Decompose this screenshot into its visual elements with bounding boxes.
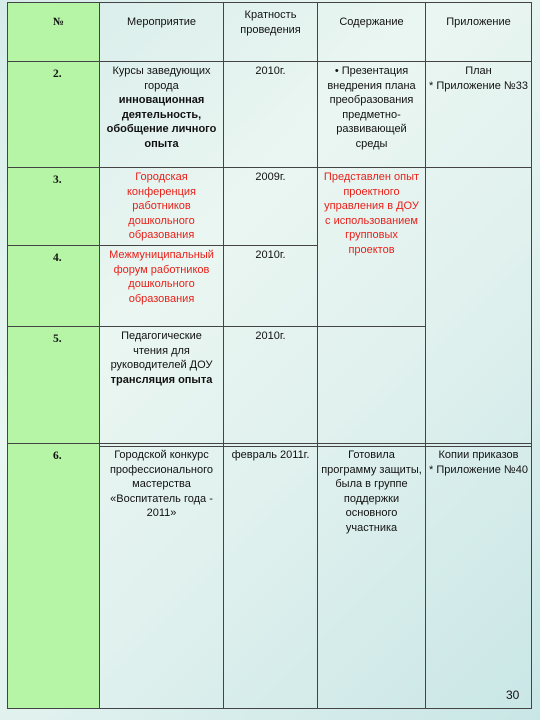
header-frequency: Кратность проведения — [224, 3, 318, 62]
row-appendix-text: Копии приказов — [438, 449, 519, 461]
row-appendix-empty — [426, 168, 532, 447]
row-event — [100, 62, 224, 168]
events-table-continued — [7, 443, 532, 709]
row-event — [100, 327, 224, 447]
row-number: 4. — [8, 246, 100, 327]
events-table — [7, 2, 532, 447]
row-number: 5. — [8, 327, 100, 447]
row-event-text: Курсы заведующих города — [112, 65, 211, 92]
row-event-emphasis: трансляция опыта — [110, 373, 213, 386]
table-row — [8, 444, 532, 709]
row-frequency: 2010г. — [224, 62, 318, 168]
row-number: 3. — [8, 168, 100, 246]
row-event-emphasis: инновационная деятельность, обобщение личного опыта — [106, 94, 217, 150]
row-event: Городской конкурс профессионального мастерства «Воспитатель года - 2011» — [100, 444, 224, 709]
row-content: Готовила программу защиты, была в группе поддержки основного участника — [318, 444, 426, 709]
row-appendix-ref: * Приложение №33 — [429, 79, 528, 92]
row-content: • Презентация внедрения плана преобразования предметно-развивающей среды — [318, 62, 426, 168]
row-content: Представлен опыт проектного управления в ДОУ с использованием групповых проектов — [318, 168, 426, 327]
row-appendix — [426, 62, 532, 168]
row-event: Городская конференция работников дошкольного образования — [100, 168, 224, 246]
table-row — [8, 62, 532, 168]
page-number: 30 — [506, 688, 520, 702]
row-frequency: февраль 2011г. — [224, 444, 318, 709]
row-event: Межмуниципальный форум работников дошкольного образования — [100, 246, 224, 327]
row-frequency: 2010г. — [224, 327, 318, 447]
row-frequency: 2009г. — [224, 168, 318, 246]
row-appendix-ref: * Приложение №40 — [429, 463, 528, 476]
row-appendix — [426, 444, 532, 709]
table-header-row — [8, 3, 532, 62]
table-row — [8, 168, 532, 246]
row-number: 6. — [8, 444, 100, 709]
row-number: 2. — [8, 62, 100, 168]
row-frequency: 2010г. — [224, 246, 318, 327]
row-appendix-text: План — [465, 65, 492, 77]
header-content: Содержание — [318, 3, 426, 62]
row-content-empty — [318, 327, 426, 447]
header-appendix: Приложение — [426, 3, 532, 62]
row-event-text: Педагогические чтения для руководителей ДОУ — [110, 330, 213, 371]
header-event: Мероприятие — [100, 3, 224, 62]
header-num: № — [8, 3, 100, 62]
